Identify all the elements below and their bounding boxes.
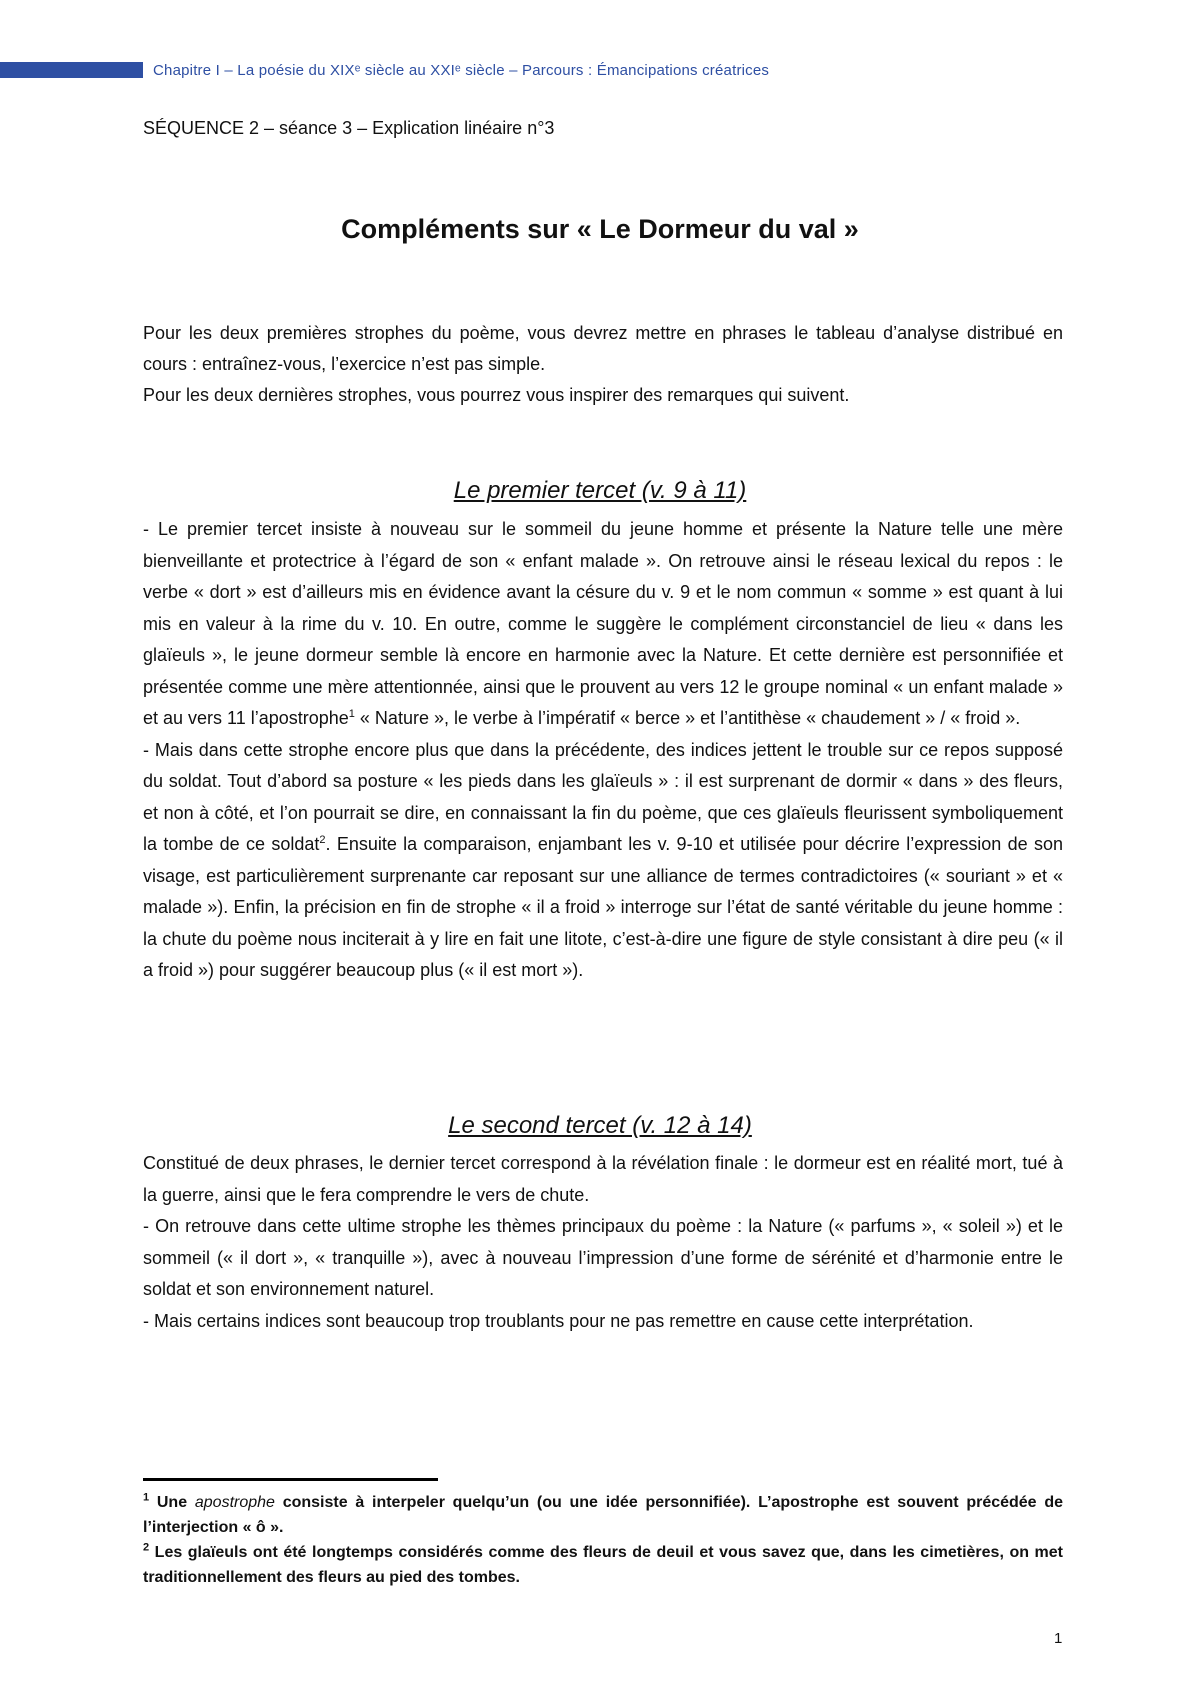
text-run: - Le premier tercet insiste à nouveau sur le sommeil du jeune homme et présente la Nature telle une mère bienveillante et protectrice à l’égard de son « enfant malade ». On retrouve ainsi le réseau lexical du repos : le verbe « dort » est d’ailleurs mis en évidence avant la césure du v. 9 et le nom commun « somme » est quant à lui mis en valeur à la rime du v. 10. En outre, comme le suggère le complément circonstanciel de lieu « dans les glaïeuls », le jeune dormeur semble là encore en harmonie avec la Nature. Et cette dernière est personnifiée et présentée comme une mère attentionnée, ainsi que le prouvent au vers 12 le groupe nominal « un enfant malade » et au vers 11 l’apostrophe xyxy=(143,519,1063,728)
text-run: Les glaïeuls ont été longtemps considérés comme des fleurs de deuil et vous savez que, dans les cimetières, on met traditionnellement des fleurs au pied des tombes. xyxy=(143,1544,1063,1586)
footnote-separator xyxy=(143,1478,438,1481)
italic-term: apostrophe xyxy=(194,1494,275,1511)
paragraph xyxy=(143,735,1063,987)
intro-paragraph-2: Pour les deux dernières strophes, vous pourrez vous inspirer des remarques qui suivent. xyxy=(143,385,850,405)
text-run: - Mais dans cette strophe encore plus que dans la précédente, des indices jettent le trouble sur ce repos supposé du soldat. Tout d’abord sa posture « les pieds dans les glaïeuls » : il est surprenant de dormir « dans » des fleurs, et non à côté, et l’on pourrait se dire, en connaissant la fin du poème, que ces glaïeuls fleurissent symboliquement la tombe de ce soldat xyxy=(143,739,1063,854)
page-title: Compléments sur « Le Dormeur du val » xyxy=(341,214,859,244)
intro-paragraph-1: Pour les deux premières strophes du poème, vous devrez mettre en phrases le tableau d’analyse distribué en cours : entraînez-vous, l’exercice n’est pas simple. xyxy=(143,323,1063,374)
sequence-line: SÉQUENCE 2 – séance 3 – Explication linéaire n°3 xyxy=(143,118,555,138)
section-title-first-tercet: Le premier tercet (v. 9 à 11) xyxy=(453,477,747,504)
footnote-ref-1[interactable]: 1 xyxy=(348,708,355,720)
footnote-ref-2[interactable]: 2 xyxy=(319,834,326,846)
section-body-second-tercet xyxy=(143,1148,1063,1337)
paragraph: - Mais certains indices sont beaucoup trop troublants pour ne pas remettre en cause cette interprétation. xyxy=(143,1310,974,1331)
footnotes xyxy=(143,1490,1063,1590)
text-run: consiste à interpeler quelqu’un (ou une idée personnifiée). L’apostrophe est souvent précédée de l’interjection « ô ». xyxy=(143,1494,1064,1536)
footnote-1 xyxy=(143,1490,1063,1540)
section-title-second-tercet: Le second tercet (v. 12 à 14) xyxy=(448,1112,752,1139)
text-run: Une xyxy=(149,1494,195,1511)
header-accent-bar xyxy=(0,62,143,78)
text-run: . Ensuite la comparaison, enjambant les v. 9-10 et utilisée pour décrire l’expression de son visage, est particulièrement surprenante car reposant sur une alliance de termes contradictoires (« souriant » et « malade »). Enfin, la précision en fin de strophe « il a froid » interroge sur l’état de santé véritable du jeune homme : la chute du poème nous inciterait à y lire en fait une litote, c’est-à-dire une figure de style consistant à dire peu (« il a froid ») pour suggérer beaucoup plus (« il est mort »). xyxy=(143,834,1063,980)
text-run: « Nature », le verbe à l’impératif « berce » et l’antithèse « chaudement » / « froid ». xyxy=(354,708,1021,728)
section-body-first-tercet xyxy=(143,514,1063,987)
intro-block xyxy=(143,318,1063,411)
footnote-number: 2 xyxy=(143,1541,150,1554)
footnote-2 xyxy=(143,1540,1063,1590)
paragraph: Constitué de deux phrases, le dernier tercet correspond à la révélation finale : le dormeur est en réalité mort, tué à la guerre, ainsi que le fera comprendre le vers de chute. xyxy=(143,1153,1063,1205)
footnote-number: 1 xyxy=(143,1491,150,1504)
paragraph xyxy=(143,514,1063,735)
paragraph: - On retrouve dans cette ultime strophe les thèmes principaux du poème : la Nature (« parfums », « soleil ») et le sommeil (« il dort », « tranquille »), avec à nouveau l’impression d’une forme de sérénité et d’harmonie entre le soldat et son environnement naturel. xyxy=(143,1216,1063,1299)
page-number: 1 xyxy=(1054,1630,1063,1647)
running-header: Chapitre I – La poésie du XIXᵉ siècle au XXIᵉ siècle – Parcours : Émancipations créatrices xyxy=(153,62,770,79)
